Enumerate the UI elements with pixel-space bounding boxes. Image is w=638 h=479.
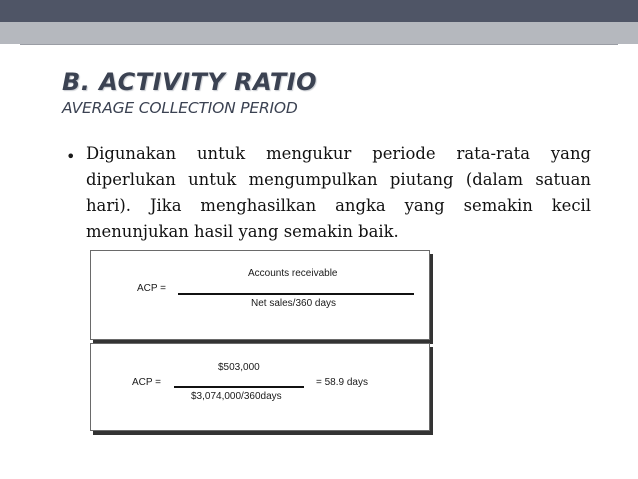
calculation-numerator: $503,000 (218, 362, 260, 373)
header-band-dark (0, 0, 638, 22)
formula-label: ACP = (137, 283, 166, 294)
calculation-box (90, 343, 430, 431)
calculation-label: ACP = (132, 377, 161, 388)
formula-box (90, 250, 430, 340)
header-band-light (0, 22, 638, 44)
slide-title: B. ACTIVITY RATIO (62, 68, 318, 96)
bullet-icon: • (66, 147, 76, 166)
calculation-denominator: $3,074,000/360days (191, 391, 282, 402)
bullet-text: Digunakan untuk mengukur periode rata-rata yang diperlukan untuk mengumpulkan piutang (dalam satuan hari). Jika menghasilkan angka yang semakin kecil menunjukan hasil yang semakin baik. (86, 144, 591, 241)
formula-denominator: Net sales/360 days (251, 298, 337, 309)
formula-fraction-line (178, 293, 414, 295)
formula-numerator: Accounts receivable (248, 268, 338, 279)
calculation-result: = 58.9 days (316, 377, 368, 388)
slide-subtitle: AVERAGE COLLECTION PERIOD (62, 99, 298, 117)
calculation-fraction-line (174, 386, 304, 388)
header-divider (20, 44, 618, 45)
